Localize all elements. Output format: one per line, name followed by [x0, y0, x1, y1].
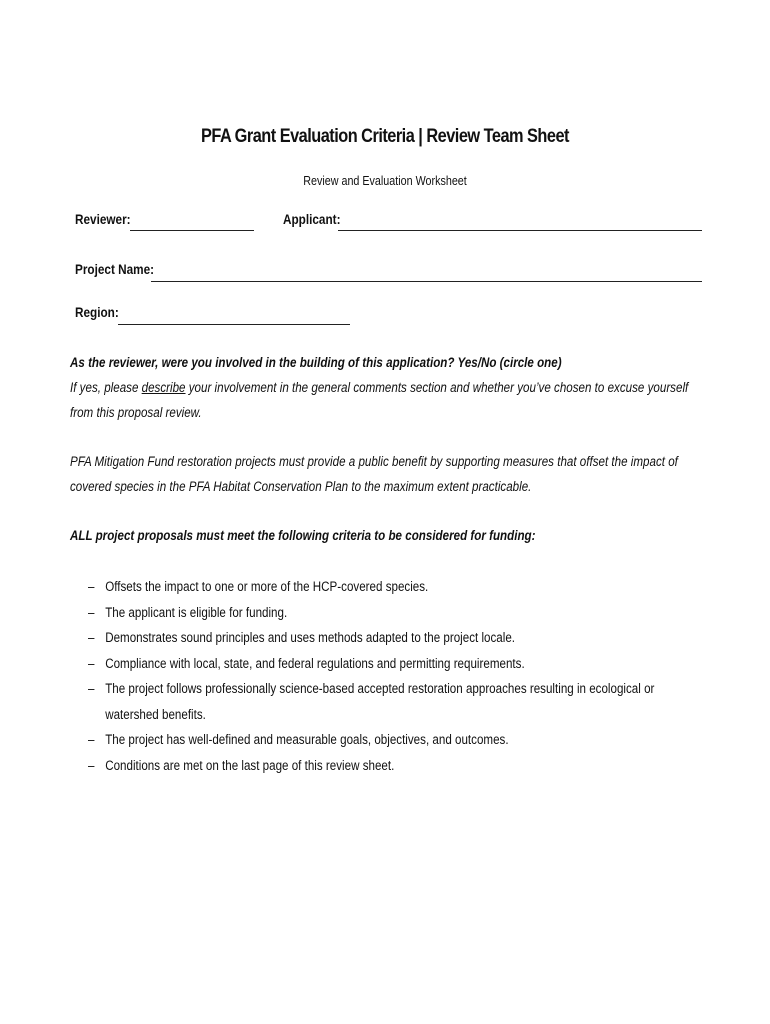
- dash-bullet: –: [88, 604, 95, 620]
- list-item: [88, 651, 690, 677]
- list-item: [88, 625, 690, 651]
- applicant-label: Applicant:: [283, 211, 341, 227]
- criteria-item-text: Compliance with local, state, and federal regulations and permitting requirements.: [105, 655, 525, 671]
- reviewer-field[interactable]: [130, 230, 254, 231]
- involvement-question-text: As the reviewer, were you involved in the building of this application? Yes/No (circle one): [70, 355, 562, 370]
- dash-bullet: –: [88, 579, 95, 594]
- criteria-heading: ALL project proposals must meet the following criteria to be considered for funding:: [70, 528, 536, 543]
- list-item: [88, 727, 690, 753]
- criteria-list: [88, 574, 690, 778]
- list-item: [88, 753, 690, 779]
- criteria-item-text: The project has well-defined and measurable goals, objectives, and outcomes.: [105, 732, 509, 747]
- page-subtitle: Review and Evaluation Worksheet: [303, 174, 467, 188]
- criteria-item-text: The project follows professionally science-based accepted restoration approaches resulting in ecological or watershed benefits.: [105, 681, 655, 722]
- criteria-item-text: Conditions are met on the last page of this review sheet.: [105, 757, 395, 773]
- involvement-instructions: [70, 375, 689, 425]
- instructions-part-1: If yes, please: [70, 380, 142, 395]
- dash-bullet: –: [88, 757, 95, 773]
- region-label: Region:: [75, 304, 119, 320]
- project-name-label: Project Name:: [75, 261, 155, 277]
- dash-bullet: –: [88, 681, 95, 696]
- criteria-item-text: Demonstrates sound principles and uses methods adapted to the project locale.: [105, 630, 516, 645]
- criteria-item-text: Offsets the impact to one or more of the HCP-covered species.: [105, 579, 429, 594]
- involvement-question: [70, 350, 689, 425]
- list-item: [88, 600, 690, 626]
- dash-bullet: –: [88, 655, 95, 671]
- page-title: PFA Grant Evaluation Criteria | Review Team Sheet: [201, 126, 569, 147]
- project-name-field[interactable]: [151, 281, 702, 282]
- describe-underlined: describe: [141, 380, 186, 395]
- criteria-item-text: The applicant is eligible for funding.: [105, 604, 288, 620]
- dash-bullet: –: [88, 732, 95, 747]
- dash-bullet: –: [88, 630, 95, 645]
- reviewer-label: Reviewer:: [75, 211, 131, 227]
- instructions-part-2: your involvement in the general comments section and whether you’ve chosen to excuse yourself from this proposal review.: [70, 380, 689, 420]
- list-item: [88, 676, 690, 727]
- region-field[interactable]: [118, 324, 350, 325]
- list-item: [88, 574, 690, 600]
- applicant-field[interactable]: [338, 230, 702, 231]
- mitigation-note: PFA Mitigation Fund restoration projects must provide a public benefit by supporting measures that offset the impact of covered species in the PFA Habitat Conservation Plan to the maximum extent practicable.: [70, 454, 678, 494]
